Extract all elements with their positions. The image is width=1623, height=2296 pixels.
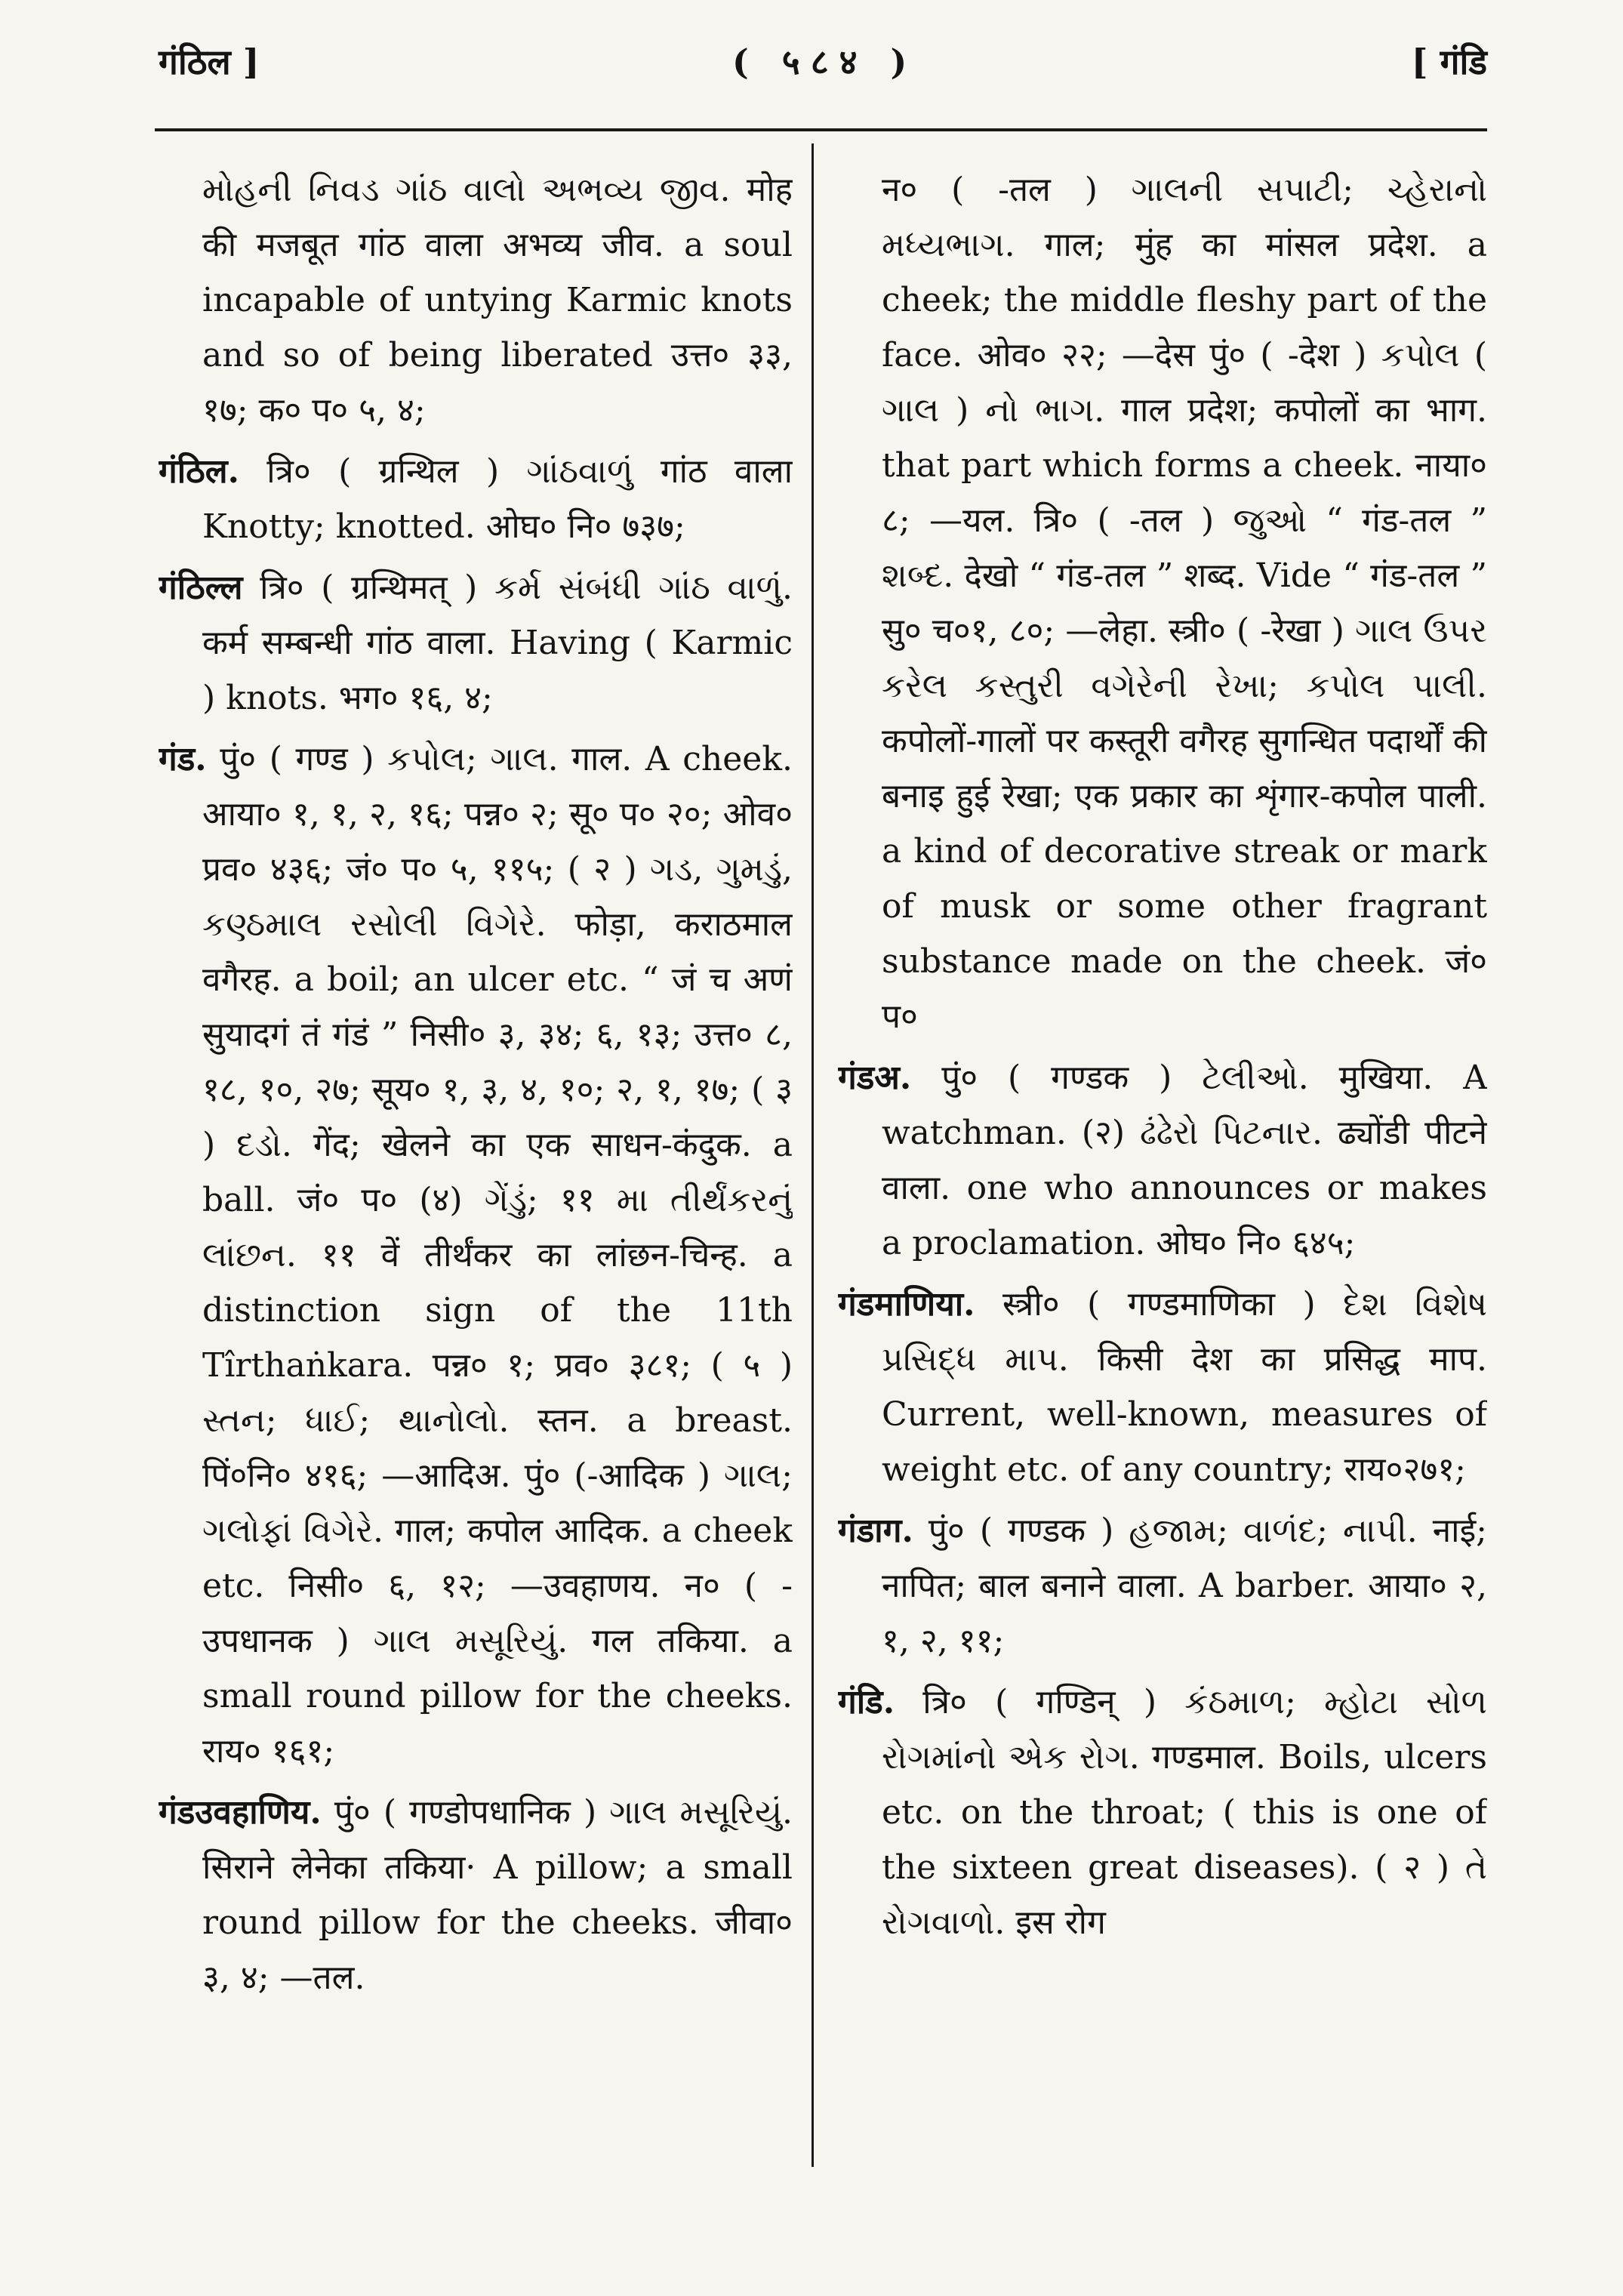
dictionary-entry	[838, 1050, 1487, 1271]
entry-text: त्रि० ( गण्डिन् ) કંઠમાળ; મ્હોટા સોળ રોગમાંનો એક રોગ. गण्डमाल. Boils, ulcers etc. on the throat; ( this is one of the sixteen great diseases). ( २ ) તે રોગવાળો. इस रोग	[882, 1683, 1487, 1942]
entry-headword: गंडमाणिया.	[838, 1285, 975, 1324]
left-column	[159, 162, 793, 2186]
page-number: ( ५८४ )	[732, 42, 918, 82]
entry-headword: गंठिल्ल	[159, 569, 243, 607]
entry-text: पुं० ( गण्डक ) હજામ; વાળંદ; નાપી. नाई; नापित; बाल बनाने वाला. A barber. आया० २, १, २, ११;	[882, 1512, 1487, 1660]
dictionary-entry	[159, 732, 793, 1779]
entry-headword: गंड.	[159, 740, 207, 778]
dictionary-entry	[838, 1675, 1487, 1950]
column-divider	[812, 143, 814, 2167]
dictionary-entry	[159, 162, 793, 438]
entry-text: त्रि० ( ग्रन्थिल ) ગાંઠવાળું गांठ वाला Knotty; knotted. ओघ० नि० ७३७;	[202, 452, 793, 546]
entry-text: पुं० ( गण्डोपधानिक ) ગાલ મસૂરિયું. सिराने लेनेका तकिया· A pillow; a small round pillow for the cheeks. जीवा० ३, ४; —तल.	[202, 1793, 793, 1997]
entry-headword: गंडउवहाणिय.	[159, 1793, 322, 1832]
entry-headword: गंडअ.	[838, 1059, 912, 1097]
dictionary-entry	[159, 560, 793, 726]
entry-text: स्त्री० ( गण्डमाणिका ) દેશ વિશેષ પ્રસિદ્ધ માપ. किसी देश का प्रसिद्ध माप. Current, well-known, measures of weight etc. of any country; राय०२७१;	[882, 1285, 1487, 1489]
entry-text: पुं० ( गण्ड ) કપોલ; ગાલ. गाल. A cheek. आया० १, १, २, १६; पन्न० २; सू० प० २०; ओव० प्रव० ४३६; जं० प० ५, ११५; ( २ ) ગડ, ગુમડું, કણ્ઠમાલ રસોલી વિગેરે. फोड़ा, कराठमाल वगैरह. a boil; an ulcer etc. “ जं च अणं सुयादगं तं गंडं ” निसी० ३, ३४; ६, १३; उत्त० ८, १८, १०, २७; सूय० १, ३, ४, १०; २, १, १७; ( ३ ) દડો. गेंद; खेलने का एक साधन-कंदुक. a ball. जं० प० (४) ગેંડું; ११ મા તીર્થંકરનું લાંછન. ११ वें तीर्थंकर का लांछन-चिन्ह. a distinction sign of the 11th Tîrthaṅkara. पन्न० १; प्रव० ३८१; ( ५ ) સ્તન; ધાઈ; થાનોલો. स्तन. a breast. पिं०नि० ४१६; —आदिअ. पुं० (-आदिक ) ગાલ; ગલોફાં વિગેરે. गाल; कपोल आदिक. a cheek etc. निसी० ६, १२; —उवहाणय. न० ( -उपधानक ) ગાલ મસૂરિયું. गल तकिया. a small round pillow for the cheeks. राय० १६१;	[202, 740, 793, 1771]
header-rule	[155, 128, 1487, 131]
entry-text: त्रि० ( ग्रन्थिमत् ) કર્મ સંબંધી ગાંઠ વાળું. कर्म सम्बन्धी गांठ वाला. Having ( Karmic ) knots. भग० १६, ४;	[202, 569, 793, 717]
page-header	[159, 30, 1487, 113]
entry-text: न० ( -तल ) ગાલની સપાટી; ચ્હેરાનો મધ્યભાગ. गाल; मुंह का मांसल प्रदेश. a cheek; the middle fleshy part of the face. ओव० २२; —देस पुं० ( -देश ) કપોલ ( ગાલ ) નો ભાગ. गाल प्रदेश; कपोलों का भाग. that part which forms a cheek. नाया० ८; —यल. त्रि० ( -तल ) જુઓ “ गंड-तल ” શબ્દ. देखो “ गंड-तल ” शब्द. Vide “ गंड-तल ” सु० च०१, ८०; —लेहा. स्त्री० ( -रेखा ) ગાલ ઉપર કરેલ કસ્તુરી વગેરેની રેખા; કપોલ પાલી. कपोलों-गालों पर कस्तूरी वगैरह सुगन्धित पदार्थों की बनाइ हुई रेखा; एक प्रकार का शृंगार-कपोल पाली. a kind of decorative streak or mark of musk or some other fragrant substance made on the cheek. जं० प०	[882, 171, 1487, 1036]
header-first-word: गंठिल ]	[159, 42, 260, 82]
dictionary-entry	[838, 162, 1487, 1044]
entry-headword: गंडाग.	[838, 1512, 913, 1550]
dictionary-entry	[159, 444, 793, 554]
dictionary-entry	[838, 1277, 1487, 1497]
header-last-word: [ गंडि	[1411, 42, 1487, 82]
entry-text: મોહની નિવડ ગાંઠ વાલો અભવ્ય જીવ. मोह की मजबूत गांठ वाला अभव्य जीव. a soul incapable of untying Karmic knots and so of being liberated उत्त० ३३, १७; क० प० ५, ४;	[202, 171, 793, 430]
dictionary-entry	[159, 1785, 793, 2005]
entry-headword: गंडि.	[838, 1683, 895, 1721]
right-column	[838, 162, 1487, 2186]
entry-headword: गंठिल.	[159, 452, 239, 491]
entry-text: पुं० ( गण्डक ) ટેલીઓ. मुखिया. A watchman. (२) ઢંઢેરો પિટનાર. ढ्योंडी पीटने वाला. one who announces or makes a proclamation. ओघ० नि० ६४५;	[882, 1059, 1487, 1262]
dictionary-entry	[838, 1503, 1487, 1669]
